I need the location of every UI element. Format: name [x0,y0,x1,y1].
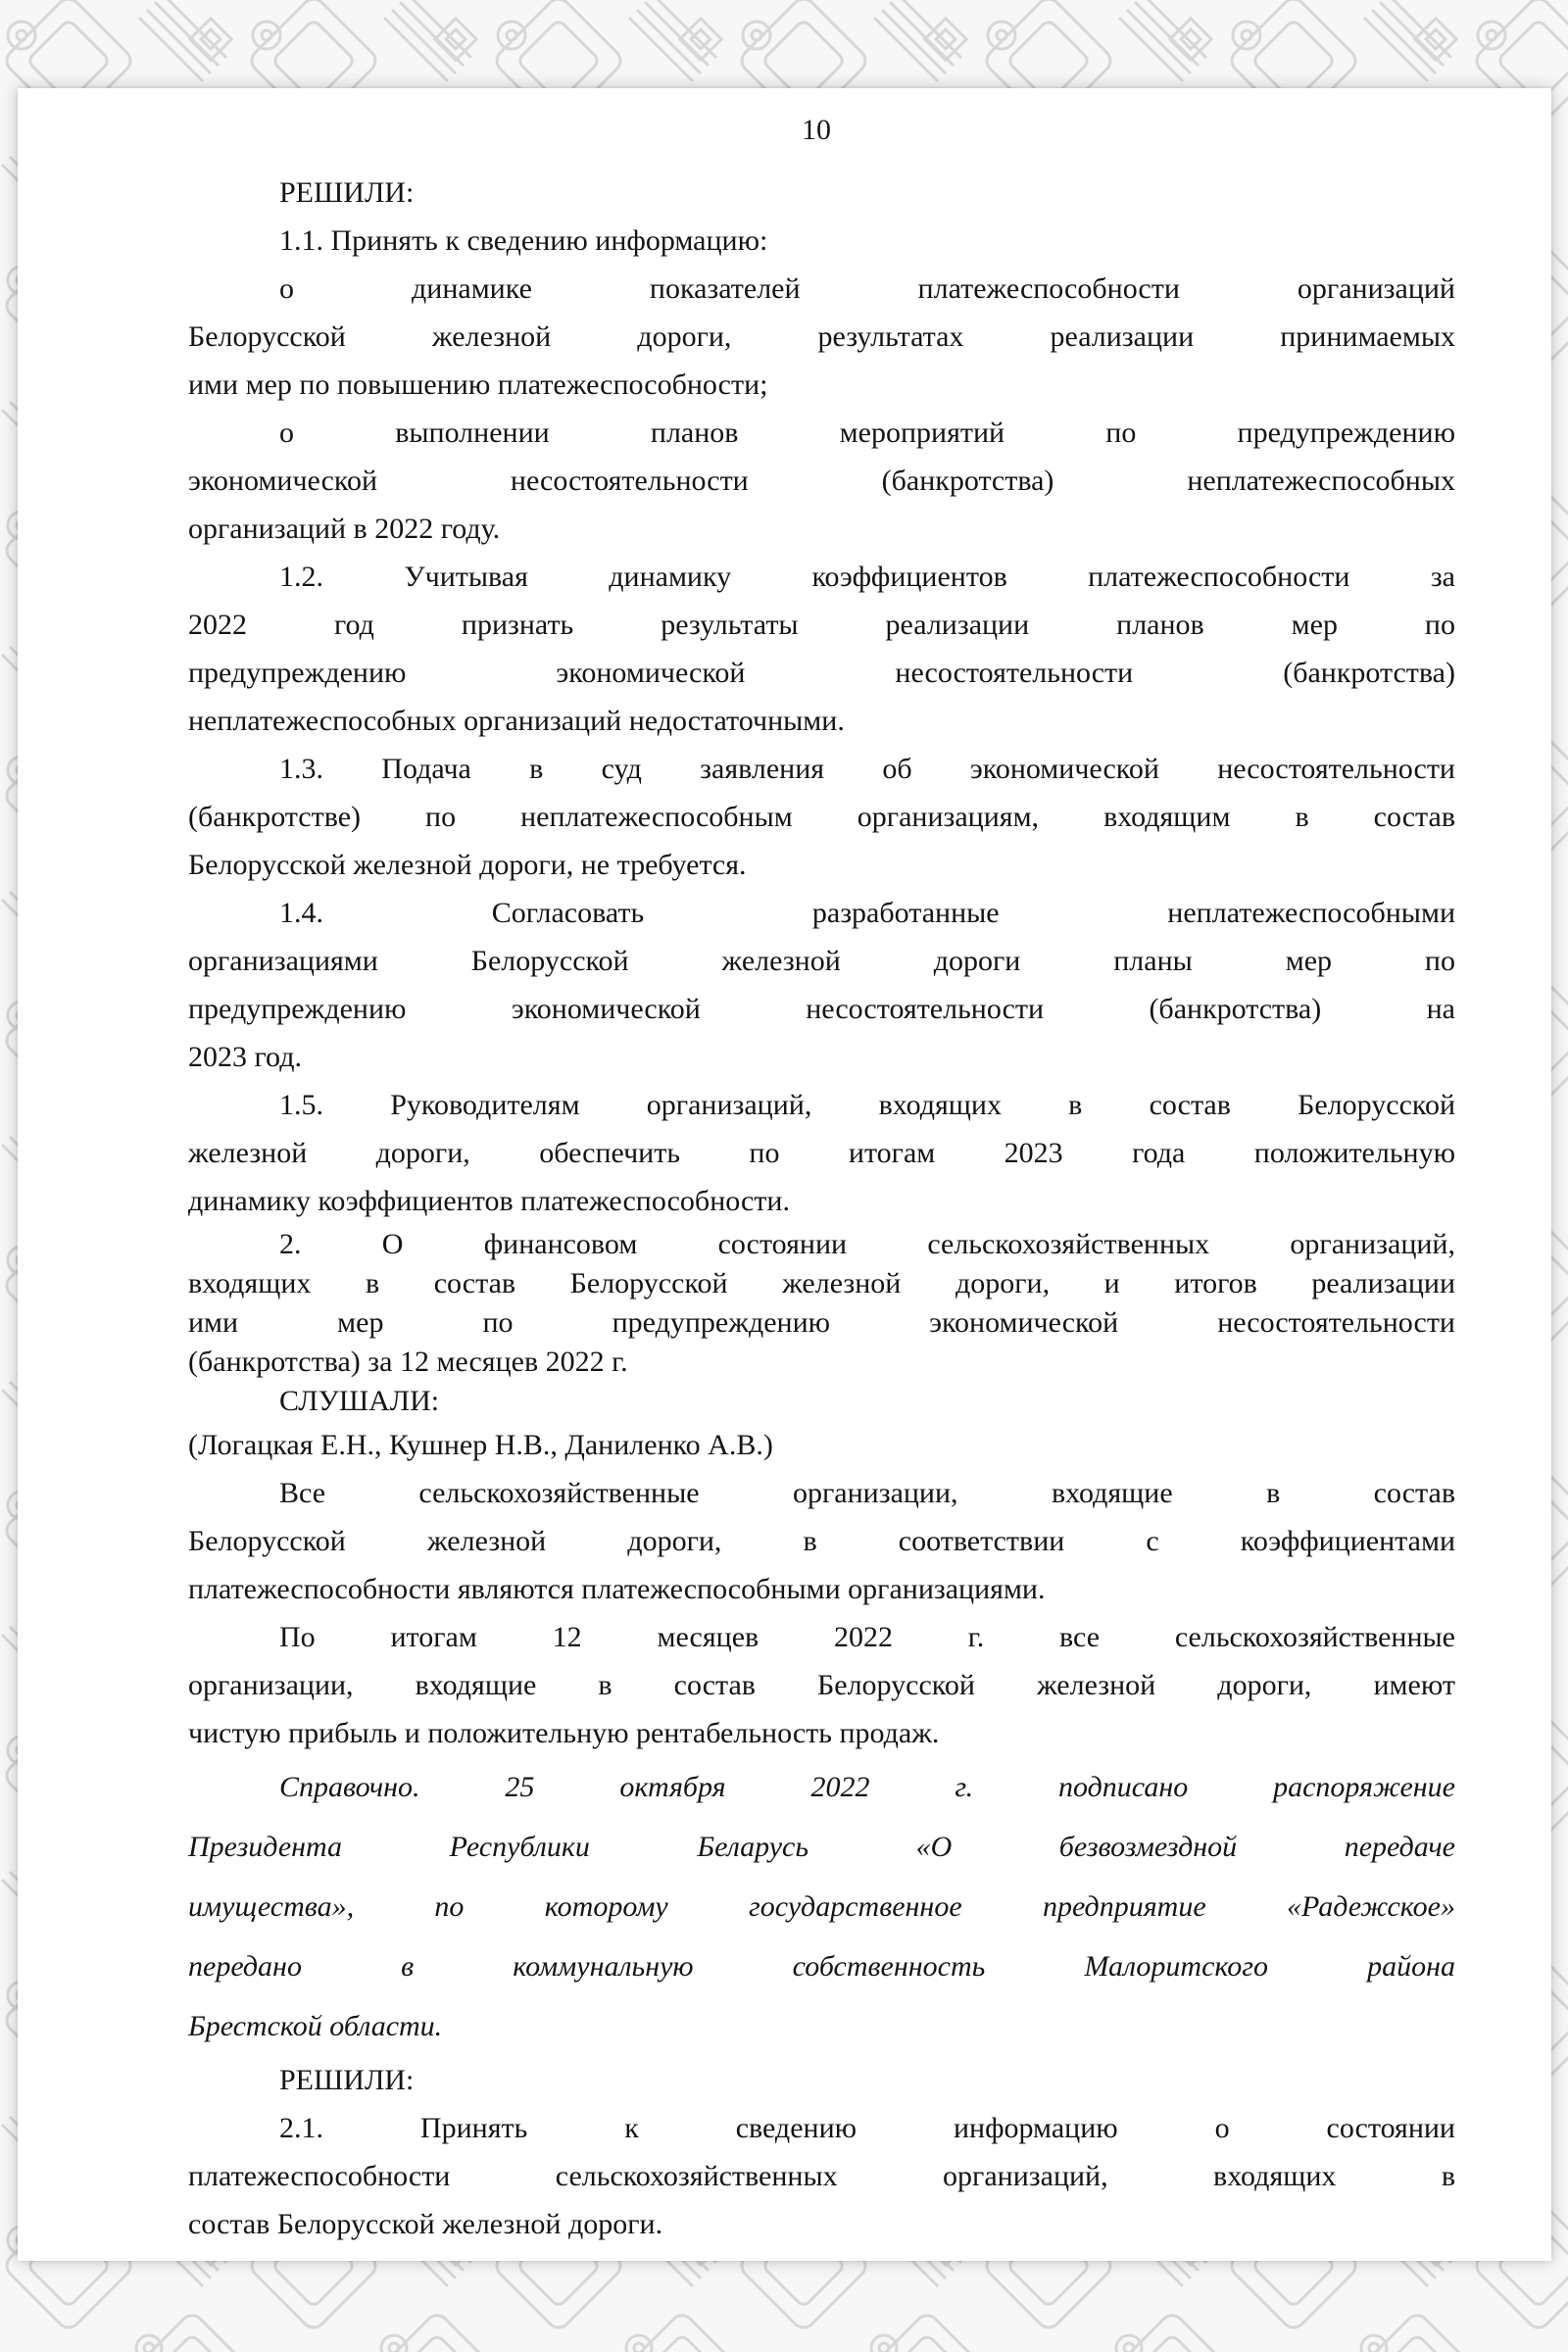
heading-block [188,169,1455,217]
paragraph-block [188,409,1455,553]
paragraph-block [188,265,1455,409]
text-line: Белорусской железной дороги, не требуется. [188,849,747,881]
text-line: Все сельскохозяйственные организации, входящие в состав [279,1477,1455,1509]
text-line: 2022 год признать результаты реализации планов мер по [188,609,1455,641]
paragraph-block [188,1613,1455,1757]
paragraph-block [188,1757,1455,2056]
paragraph-block [188,217,1455,265]
heading-block [188,2056,1455,2104]
paragraph-block [188,553,1455,745]
heading-block [188,1382,1455,1421]
text-line: 2023 год. [188,1041,302,1073]
paragraph-block [188,1469,1455,1613]
text-line: динамику коэффициентов платежеспособности. [188,1185,790,1217]
text-line: организаций в 2022 году. [188,513,501,545]
text-line: По итогам 12 месяцев 2022 г. все сельскохозяйственные [279,1621,1455,1653]
text-line: 1.5. Руководителям организаций, входящих в состав Белорусской [279,1089,1455,1121]
text-line: 1.2. Учитывая динамику коэффициентов платежеспособности за [279,561,1455,593]
text-line: (Логацкая Е.Н., Кушнер Н.В., Даниленко А.В.) [188,1429,773,1461]
text-line: Президента Республики Беларусь «О безвозмездной передаче [188,1831,1455,1863]
text-line: входящих в состав Белорусской железной дороги, и итогов реализации [188,1267,1455,1299]
text-line: РЕШИЛИ: [279,176,415,209]
text-line: 2. О финансовом состоянии сельскохозяйственных организаций, [279,1228,1455,1260]
paragraph-block [188,889,1455,1081]
text-line: предупреждению экономической несостоятельности (банкротства) [188,657,1455,689]
text-line: предупреждению экономической несостоятельности (банкротства) на [188,993,1455,1025]
text-line: Белорусской железной дороги, результатах реализации принимаемых [188,320,1455,353]
text-line: о динамике показателей платежеспособности организаций [279,272,1455,305]
text-line: имущества», по которому государственное предприятие «Радежское» [188,1890,1455,1923]
text-line: 1.1. Принять к сведению информацию: [279,224,768,257]
paragraph-block [188,1421,1455,1469]
text-line: ими мер по повышению платежеспособности; [188,368,768,401]
text-line: экономической несостоятельности (банкротства) неплатежеспособных [188,465,1455,497]
text-line: РЕШИЛИ: [279,2064,415,2096]
text-line: 1.3. Подача в суд заявления об экономической несостоятельности [279,753,1455,785]
text-line: железной дороги, обеспечить по итогам 2023 года положительную [188,1137,1455,1169]
text-line: состав Белорусской железной дороги. [188,2208,663,2240]
text-line: организации, входящие в состав Белорусской железной дороги, имеют [188,1669,1455,1701]
page-number: 10 [802,114,831,146]
text-line: организациями Белорусской железной дороги планы мер по [188,945,1455,977]
text-line: Белорусской железной дороги, в соответствии с коэффициентами [188,1525,1455,1557]
text-line: 2.1. Принять к сведению информацию о состоянии [279,2112,1455,2144]
text-line: платежеспособности сельскохозяйственных организаций, входящих в [188,2160,1455,2192]
paragraph-block [188,2104,1455,2248]
paragraph-block [188,1081,1455,1225]
text-line: Брестской области. [188,2010,443,2042]
text-line: передано в коммунальную собственность Малоритского района [188,1950,1455,1983]
text-line: неплатежеспособных организаций недостаточными. [188,705,845,737]
text-line: СЛУШАЛИ: [279,1385,440,1417]
document-page [18,88,1551,2261]
text-line: (банкротства) за 12 месяцев 2022 г. [188,1346,628,1378]
text-line: ими мер по предупреждению экономической несостоятельности [188,1306,1455,1339]
text-line: (банкротстве) по неплатежеспособным организациям, входящим в состав [188,801,1455,833]
paragraph-block [188,745,1455,889]
text-line: Справочно. 25 октября 2022 г. подписано распоряжение [279,1771,1455,1803]
text-line: 1.4. Согласовать разработанные неплатежеспособными [279,897,1455,929]
text-line: платежеспособности являются платежеспособными организациями. [188,1573,1046,1605]
paragraph-block [188,1225,1455,1382]
text-line: чистую прибыль и положительную рентабельность продаж. [188,1717,940,1749]
text-line: о выполнении планов мероприятий по предупреждению [279,416,1455,449]
document-body [188,169,1455,2248]
